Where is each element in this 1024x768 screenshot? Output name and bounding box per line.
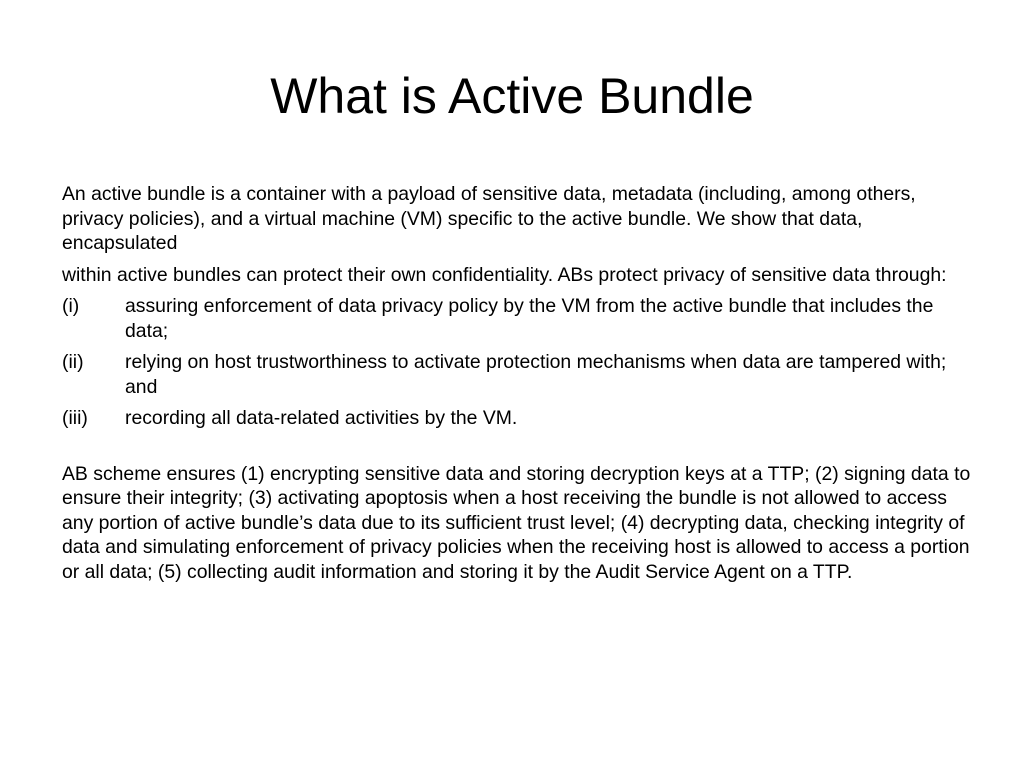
continuation-paragraph: within active bundles can protect their own confidentiality. ABs protect privacy of sensitive data through: bbox=[62, 263, 947, 286]
list-item-text: relying on host trustworthiness to activate protection mechanisms when data are tampered with; and bbox=[125, 351, 947, 398]
list-item-text: recording all data-related activities by the VM. bbox=[125, 407, 518, 429]
list-marker: (i) bbox=[62, 295, 80, 317]
list-item bbox=[62, 406, 972, 431]
protection-list bbox=[62, 294, 972, 431]
list-marker: (ii) bbox=[62, 351, 84, 373]
list-item-text: assuring enforcement of data privacy policy by the VM from the active bundle that includes the data; bbox=[125, 295, 934, 342]
slide-body bbox=[62, 182, 972, 591]
list-item bbox=[62, 294, 972, 343]
list-marker: (iii) bbox=[62, 407, 88, 429]
list-item bbox=[62, 350, 972, 399]
intro-paragraph: An active bundle is a container with a payload of sensitive data, metadata (including, among others, privacy policies), and a virtual machine (VM) specific to the active bundle. We show that data, encapsulated bbox=[62, 183, 916, 254]
slide-title: What is Active Bundle bbox=[270, 68, 754, 124]
scheme-paragraph: AB scheme ensures (1) encrypting sensitive data and storing decryption keys at a TTP; (2) signing data to ensure their integrity; (3) activating apoptosis when a host receiving the bundle is not allowed to access any portion of active bundle’s data due to its sufficient trust level; (4) decrypting data, checking integrity of data and simulating enforcement of privacy policies when the receiving host is allowed to access a portion or all data; (5) collecting audit information and storing it by the Audit Service Agent on a TTP. bbox=[62, 462, 971, 583]
paragraph-spacer bbox=[62, 438, 972, 462]
